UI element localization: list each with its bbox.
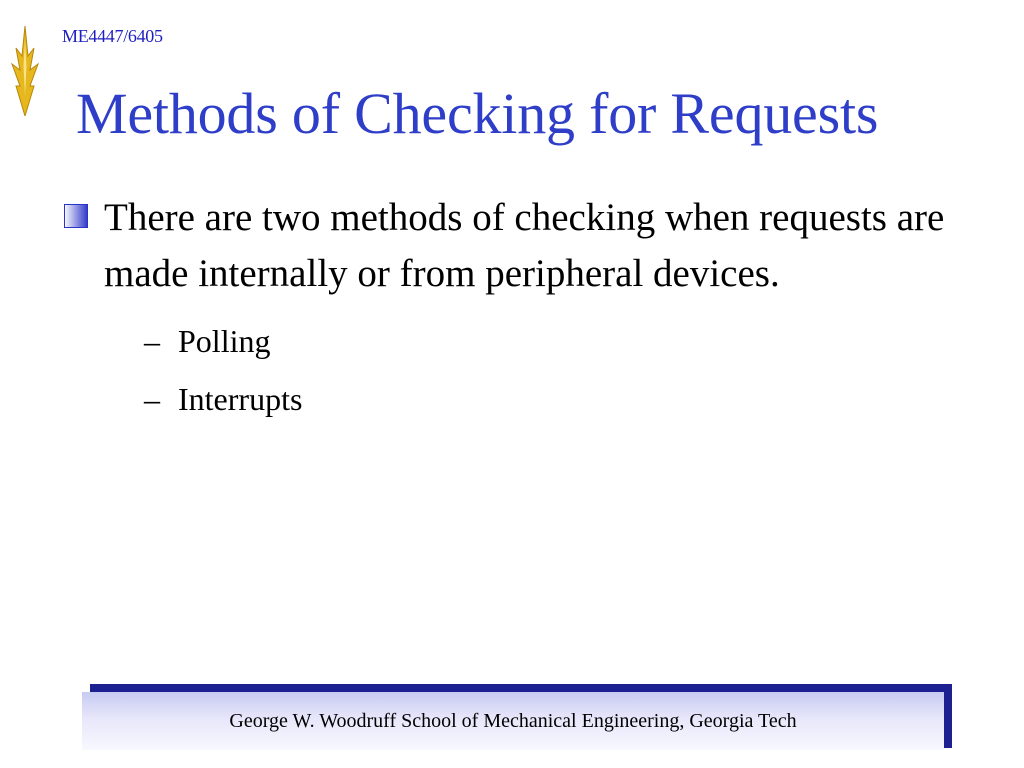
gt-logo-icon xyxy=(8,26,42,116)
course-code: ME4447/6405 xyxy=(62,26,163,46)
bullet-text: There are two methods of checking when requests are made internally or from peripheral devices. xyxy=(104,196,945,295)
footer-banner xyxy=(82,692,944,750)
sub-list xyxy=(104,312,984,428)
sub-item-interrupts xyxy=(144,370,984,428)
slide-content xyxy=(64,190,984,428)
sub-item-label: Polling xyxy=(178,323,271,359)
sub-item-polling xyxy=(144,312,984,370)
footer-text: George W. Woodruff School of Mechanical Engineering, Georgia Tech xyxy=(229,709,797,732)
slide-title: Methods of Checking for Requests xyxy=(76,81,879,146)
square-bullet-icon xyxy=(64,204,88,228)
bullet-item xyxy=(64,190,984,428)
sub-item-label: Interrupts xyxy=(178,381,303,417)
dash-marker: – xyxy=(144,381,160,417)
dash-marker: – xyxy=(144,323,160,359)
